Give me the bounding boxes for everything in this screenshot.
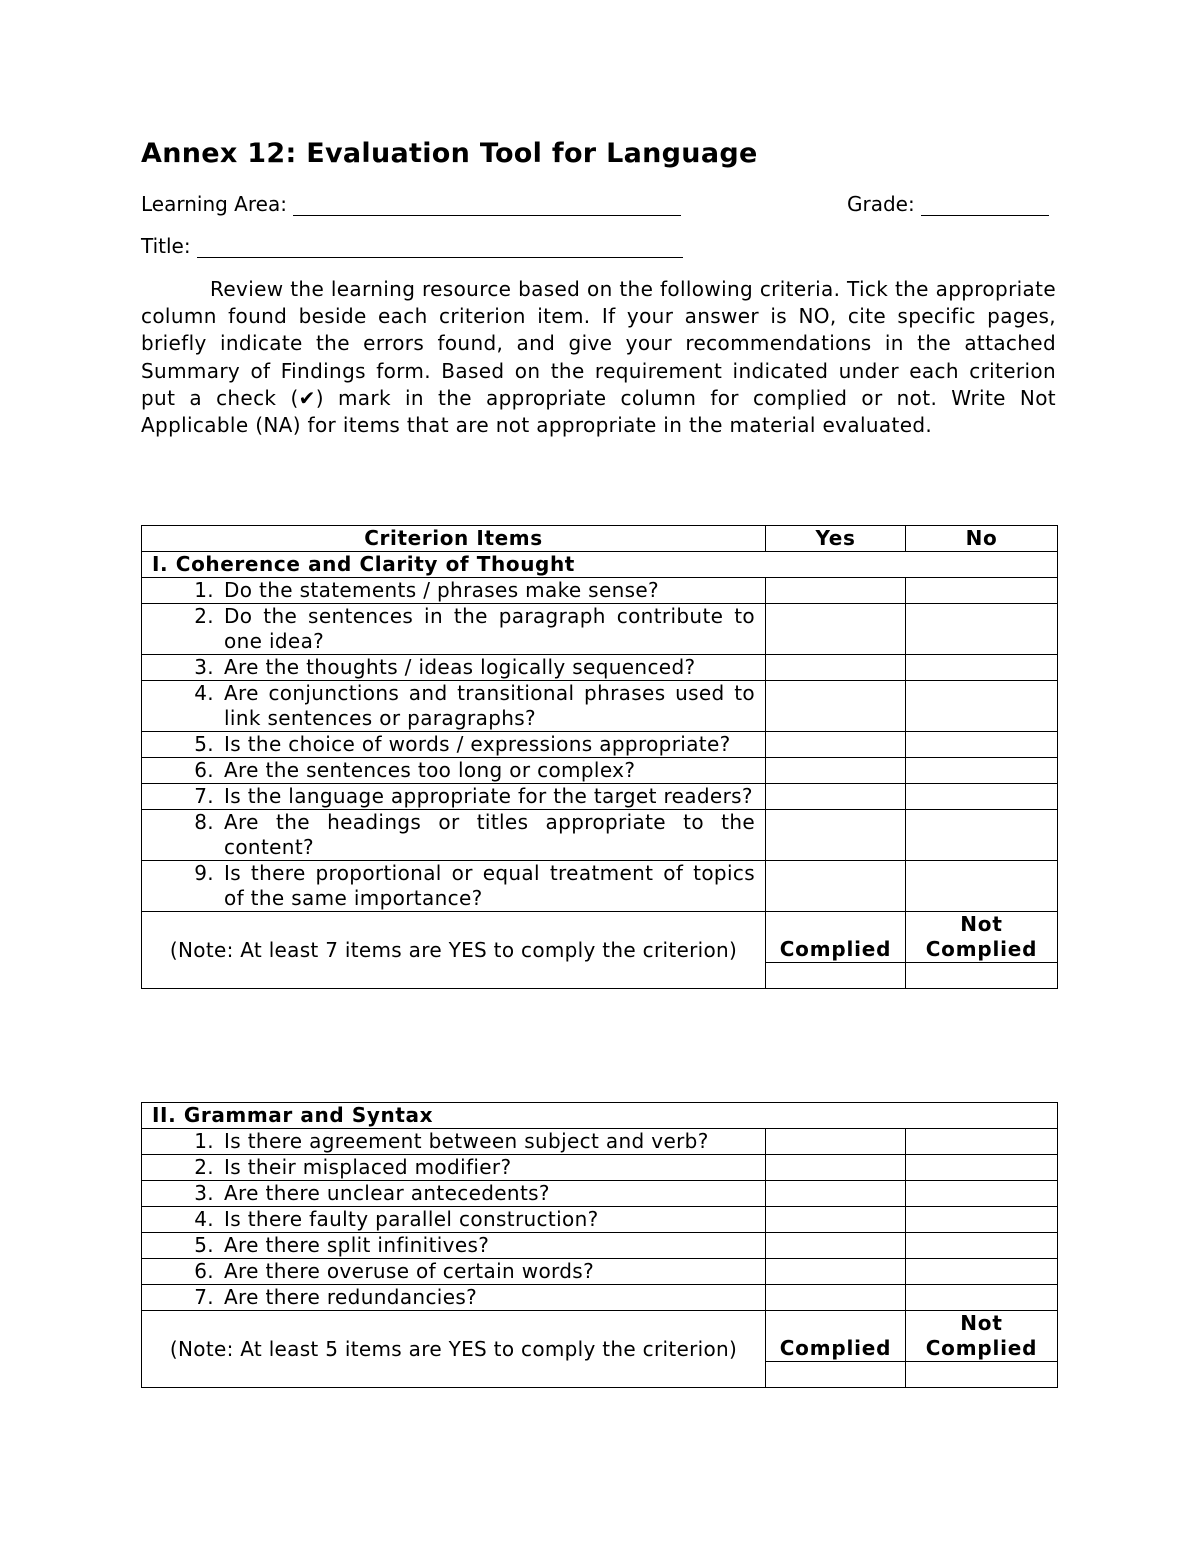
grade-line[interactable] bbox=[921, 194, 1049, 216]
no-cell[interactable] bbox=[906, 758, 1058, 784]
item-number: 7. bbox=[194, 784, 214, 808]
grade-field bbox=[847, 192, 1049, 216]
yes-cell[interactable] bbox=[766, 1181, 906, 1207]
item-number: 6. bbox=[194, 758, 214, 782]
criterion-cell bbox=[142, 861, 766, 912]
no-cell[interactable] bbox=[906, 1129, 1058, 1155]
compliance-note: (Note: At least 7 items are YES to comply the criterion) bbox=[142, 912, 766, 989]
item-number: 7. bbox=[194, 1285, 214, 1309]
title-label: Title: bbox=[141, 234, 191, 258]
not-complied-header: Not Complied bbox=[906, 912, 1058, 963]
criterion-cell bbox=[142, 681, 766, 732]
instructions-paragraph: Review the learning resource based on the following criteria. Tick the appropriate column found beside each criterion item. If your answer is NO, cite specific pages, briefly indicate the errors found, and give your recommendations in the attached Summary of Findings form. Based on the requirement indicated under each criterion put a check (✔) mark in the appropriate column for complied or not. Write Not Applicable (NA) for items that are not appropriate in the material evaluated. bbox=[141, 277, 1056, 438]
yes-cell[interactable] bbox=[766, 1129, 906, 1155]
complied-header: Complied bbox=[766, 1311, 906, 1362]
criterion-cell bbox=[142, 1181, 766, 1207]
yes-cell[interactable] bbox=[766, 1155, 906, 1181]
item-number: 8. bbox=[194, 810, 214, 834]
table-row bbox=[142, 1233, 1058, 1259]
table-row bbox=[142, 578, 1058, 604]
criterion-cell bbox=[142, 1233, 766, 1259]
yes-cell[interactable] bbox=[766, 784, 906, 810]
table-row bbox=[142, 1207, 1058, 1233]
item-number: 3. bbox=[194, 1181, 214, 1205]
criterion-cell bbox=[142, 1207, 766, 1233]
item-number: 4. bbox=[194, 1207, 214, 1231]
item-number: 9. bbox=[194, 861, 214, 885]
title-field bbox=[141, 234, 683, 258]
no-cell[interactable] bbox=[906, 1207, 1058, 1233]
table-row bbox=[142, 1181, 1058, 1207]
item-number: 1. bbox=[194, 1129, 214, 1153]
table-row bbox=[142, 1259, 1058, 1285]
not-complied-cell[interactable] bbox=[906, 1362, 1058, 1388]
item-number: 5. bbox=[194, 1233, 214, 1257]
grade-label: Grade: bbox=[847, 192, 915, 216]
no-cell[interactable] bbox=[906, 1233, 1058, 1259]
item-text: Are the headings or titles appropriate to the content? bbox=[224, 810, 755, 859]
learning-area-line[interactable] bbox=[293, 194, 681, 216]
criterion-cell bbox=[142, 758, 766, 784]
yes-header: Yes bbox=[766, 526, 906, 552]
yes-cell[interactable] bbox=[766, 1285, 906, 1311]
yes-cell[interactable] bbox=[766, 604, 906, 655]
criterion-cell bbox=[142, 578, 766, 604]
no-cell[interactable] bbox=[906, 681, 1058, 732]
item-text: Is their misplaced modifier? bbox=[224, 1155, 512, 1179]
table-row bbox=[142, 655, 1058, 681]
no-cell[interactable] bbox=[906, 578, 1058, 604]
item-text: Are there split infinitives? bbox=[224, 1233, 490, 1257]
item-number: 3. bbox=[194, 655, 214, 679]
no-cell[interactable] bbox=[906, 604, 1058, 655]
section-heading-row bbox=[142, 1103, 1058, 1129]
item-text: Do the statements / phrases make sense? bbox=[224, 578, 660, 602]
criterion-cell bbox=[142, 1155, 766, 1181]
no-cell[interactable] bbox=[906, 655, 1058, 681]
not-complied-header: Not Complied bbox=[906, 1311, 1058, 1362]
yes-cell[interactable] bbox=[766, 1233, 906, 1259]
criterion-cell bbox=[142, 1285, 766, 1311]
yes-cell[interactable] bbox=[766, 578, 906, 604]
criterion-cell bbox=[142, 1259, 766, 1285]
criteria-table-1 bbox=[141, 525, 1058, 989]
item-number: 1. bbox=[194, 578, 214, 602]
no-header: No bbox=[906, 526, 1058, 552]
criterion-cell bbox=[142, 732, 766, 758]
item-number: 4. bbox=[194, 681, 214, 705]
item-text: Do the sentences in the paragraph contribute to one idea? bbox=[224, 604, 755, 653]
no-cell[interactable] bbox=[906, 810, 1058, 861]
criterion-cell bbox=[142, 810, 766, 861]
compliance-note: (Note: At least 5 items are YES to comply the criterion) bbox=[142, 1311, 766, 1388]
result-header-row bbox=[142, 912, 1058, 963]
table-row bbox=[142, 1129, 1058, 1155]
complied-header: Complied bbox=[766, 912, 906, 963]
item-text: Is the language appropriate for the target readers? bbox=[224, 784, 753, 808]
no-cell[interactable] bbox=[906, 1181, 1058, 1207]
yes-cell[interactable] bbox=[766, 681, 906, 732]
table-header-row bbox=[142, 526, 1058, 552]
title-line[interactable] bbox=[197, 236, 683, 258]
yes-cell[interactable] bbox=[766, 1207, 906, 1233]
no-cell[interactable] bbox=[906, 861, 1058, 912]
section2-heading: II. Grammar and Syntax bbox=[142, 1103, 1058, 1129]
item-number: 2. bbox=[194, 604, 214, 628]
item-text: Are the thoughts / ideas logically sequenced? bbox=[224, 655, 696, 679]
criterion-header: Criterion Items bbox=[142, 526, 766, 552]
complied-cell[interactable] bbox=[766, 963, 906, 989]
learning-area-field bbox=[141, 192, 681, 216]
item-text: Is there proportional or equal treatment of topics of the same importance? bbox=[224, 861, 755, 910]
item-text: Is there faulty parallel construction? bbox=[224, 1207, 599, 1231]
criterion-cell bbox=[142, 655, 766, 681]
section1-heading: I. Coherence and Clarity of Thought bbox=[142, 552, 1058, 578]
section-heading-row bbox=[142, 552, 1058, 578]
item-text: Is the choice of words / expressions appropriate? bbox=[224, 732, 731, 756]
yes-cell[interactable] bbox=[766, 758, 906, 784]
item-text: Is there agreement between subject and verb? bbox=[224, 1129, 709, 1153]
item-text: Are the sentences too long or complex? bbox=[224, 758, 636, 782]
table-row bbox=[142, 784, 1058, 810]
table-row bbox=[142, 732, 1058, 758]
page-title: Annex 12: Evaluation Tool for Language bbox=[141, 138, 758, 169]
table-row bbox=[142, 810, 1058, 861]
item-text: Are there overuse of certain words? bbox=[224, 1259, 595, 1283]
no-cell[interactable] bbox=[906, 784, 1058, 810]
yes-cell[interactable] bbox=[766, 1259, 906, 1285]
no-cell[interactable] bbox=[906, 732, 1058, 758]
table-row bbox=[142, 758, 1058, 784]
yes-cell[interactable] bbox=[766, 732, 906, 758]
item-text: Are there unclear antecedents? bbox=[224, 1181, 550, 1205]
yes-cell[interactable] bbox=[766, 810, 906, 861]
table-row bbox=[142, 861, 1058, 912]
criterion-cell bbox=[142, 604, 766, 655]
no-cell[interactable] bbox=[906, 1155, 1058, 1181]
result-header-row bbox=[142, 1311, 1058, 1362]
table-row bbox=[142, 1285, 1058, 1311]
yes-cell[interactable] bbox=[766, 655, 906, 681]
yes-cell[interactable] bbox=[766, 861, 906, 912]
no-cell[interactable] bbox=[906, 1285, 1058, 1311]
complied-cell[interactable] bbox=[766, 1362, 906, 1388]
item-number: 5. bbox=[194, 732, 214, 756]
item-text: Are there redundancies? bbox=[224, 1285, 478, 1309]
not-complied-cell[interactable] bbox=[906, 963, 1058, 989]
criterion-cell bbox=[142, 1129, 766, 1155]
criterion-cell bbox=[142, 784, 766, 810]
item-text: Are conjunctions and transitional phrases used to link sentences or paragraphs? bbox=[224, 681, 755, 730]
table-row bbox=[142, 604, 1058, 655]
criteria-table-2 bbox=[141, 1102, 1058, 1388]
table-row bbox=[142, 1155, 1058, 1181]
item-number: 6. bbox=[194, 1259, 214, 1283]
learning-area-label: Learning Area: bbox=[141, 192, 287, 216]
no-cell[interactable] bbox=[906, 1259, 1058, 1285]
item-number: 2. bbox=[194, 1155, 214, 1179]
table-row bbox=[142, 681, 1058, 732]
